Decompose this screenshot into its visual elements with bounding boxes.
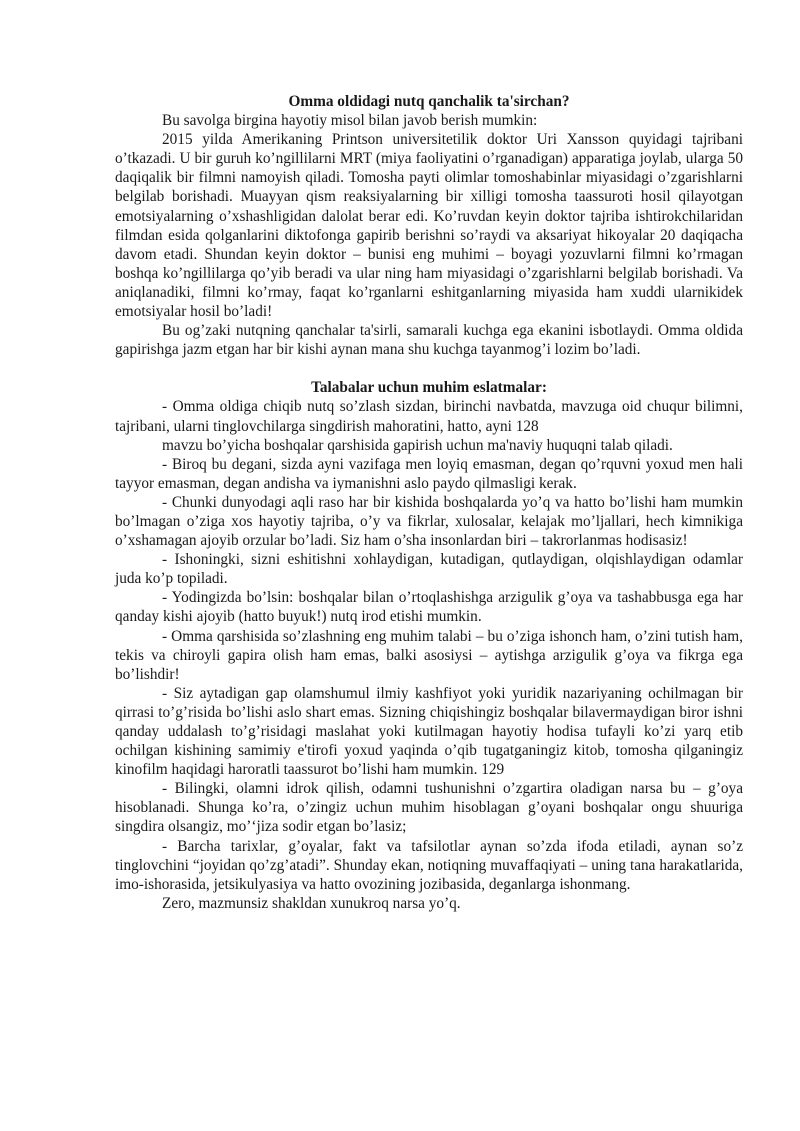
section-title: Talabalar uchun muhim eslatmalar: (311, 379, 547, 397)
note-paragraph: - Omma qarshisida so’zlashning eng muhim talabi – bu o’ziga ishonch ham, o’zini tutish ham, tekis va chiroyli gapira olish ham emas, balki asosiysi – aytishga arzigulik g’oya va fikrga ega bo’lishdir! (115, 627, 743, 683)
note-paragraph: - Ishoningki, sizni eshitishni xohlaydigan, kutadigan, qutlaydigan, olqishlaydigan odamlar juda ko’p topiladi. (115, 551, 743, 588)
document-page (115, 92, 743, 913)
intro-paragraph: 2015 yilda Amerikaning Printson universitetilik doktor Uri Xansson quyidagi tajribani o’tkazadi. U bir guruh ko’ngillilarni MRT (miya faoliyatini o’rganadigan) apparatiga joylab, ularga 50 daqiqalik bir filmni namoyish qiladi. Tomosha payti olimlar tomoshabinlar miyasidagi o’zgarishlarni belgilab borishadi. Muayyan qism reaksiyalarning bir xilligi tomosha taassuroti hosil qilayotgan emotsiyalarning o’xshashligidan dalolat berar edi. Ko’ruvdan keyin doktor tajriba ishtirokchilaridan filmdan esida qolganlarini diktofonga gapirib berishni so’raydi va aksariyat hikoyalar 20 daqiqacha davom etadi. Shundan keyin doktor – bunisi eng muhimi – boyagi yozuvlarni filmni ko’rmagan boshqa ko’ngillilarga qo’yib beradi va ular ning ham miyasidagi o’zgarishlarni belgilab borishadi. Va aniqlanadiki, filmni ko’rmay, faqat ko’rganlarni eshitganlarning miyasida ham xuddi ularnikidek emotsiyalar hosil bo’ladi! (115, 131, 743, 321)
note-paragraph: - Barcha tarixlar, g’oyalar, fakt va tafsilotlar aynan so’zda ifoda etiladi, aynan so’z tinglovchini “joyidan qo’zg’atadi”. Shunday ekan, notiqning muvaffaqiyati – uning tana harakatlarida, imo-ishorasida, jetsikulyasiya va hatto ovozining jozibasida, deganlarga ishonmang. (115, 837, 743, 893)
paragraph-spacer (115, 359, 743, 378)
intro-paragraph: Bu og’zaki nutqning qanchalar ta'sirli, samarali kuchga ega ekanini isbotlaydi. Omma oldida gapirishga jazm etgan har bir kishi aynan mana shu kuchga tayanmog’i lozim bo’ladi. (115, 322, 743, 359)
note-paragraph: - Siz aytadigan gap olamshumul ilmiy kashfiyot yoki yuridik nazariyaning ochilmagan bir qirrasi to’g’risida bo’lishi aslo shart emas. Sizning chiqishingiz boshqalar bilavermaydigan biror ishni qanday uddalash to’g’risidagi maslahat yoki kutilmagan hayotiy hodisa tufayli ko’zi yarq etib ochilgan kishining samimiy e'tirofi yoxud yaqinda o’qib tugatganingiz kitob, tomosha qilganingiz kinofilm haqidagi haroratli taassurot bo’lishi ham mumkin. 129 (115, 684, 743, 779)
note-paragraph: - Omma oldiga chiqib nutq so’zlash sizdan, birinchi navbatda, mavzuga oid chuqur bilimni, tajribani, ularni tinglovchilarga singdirish mahoratini, hatto, ayni 128 (115, 398, 743, 435)
closing-paragraph: Zero, mazmunsiz shakldan xunukroq narsa yo’q. (162, 894, 461, 912)
note-paragraph: mavzu bo’yicha boshqalar qarshisida gapirish uchun ma'naviy huquqni talab qiladi. (162, 436, 673, 454)
note-paragraph: - Chunki dunyodagi aqli raso har bir kishida boshqalarda yo’q va hatto bo’lishi ham mumkin bo’lmagan o’ziga xos hayotiy tajriba, o’y va fikrlar, xulosalar, kelajak mo’ljallari, hech kimnikiga o’xshamagan ajoyib orzular bo’ladi. Siz ham o’sha insonlardan biri – takrorlanmas hodisasiz! (115, 493, 743, 550)
document-title: Omma oldidagi nutq qanchalik ta'sirchan? (288, 93, 570, 110)
note-paragraph: - Bilingki, olamni idrok qilish, odamni tushunishni o’zgartira oladigan narsa bu – g’oya hisoblanadi. Shunga ko’ra, o’zingiz uchun muhim hisoblagan g’oyani boshqalar ongu shuuriga singdira olsangiz, mo’‘jiza sodir etgan bo’lasiz; (115, 780, 743, 836)
note-paragraph: - Biroq bu degani, sizda ayni vazifaga men loyiq emasman, degan qo’rquvni yoxud men hali tayyor emasman, degan andisha va iymanishni aslo paydo qilmasligi kerak. (115, 455, 743, 492)
intro-paragraph: Bu savolga birgina hayotiy misol bilan javob berish mumkin: (162, 112, 538, 130)
note-paragraph: - Yodingizda bo’lsin: boshqalar bilan o’rtoqlashishga arzigulik g’oya va tashabbusga ega har qanday kishi ajoyib (hatto buyuk!) nutq irod etishi mumkin. (115, 589, 743, 626)
